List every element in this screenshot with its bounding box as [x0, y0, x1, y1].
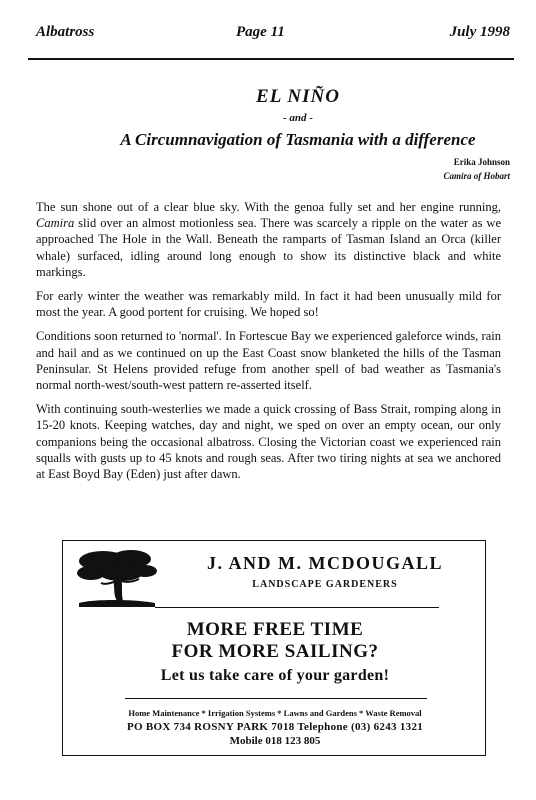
title-connector: - and -	[283, 112, 313, 124]
issue-date: July 1998	[449, 24, 510, 40]
header-rule	[28, 58, 514, 60]
slogan-line-3: Let us take care of your garden!	[160, 667, 390, 684]
boat-name-italic: Camira	[36, 216, 75, 231]
company-trade: LANDSCAPE GARDENERS	[252, 579, 398, 590]
publication-name: Albatross	[36, 24, 95, 40]
postal-address: PO BOX 734 ROSNY PARK 7018 Telephone (03) 6243 1321	[126, 721, 424, 733]
mobile-number: Mobile 018 123 805	[229, 735, 321, 747]
paragraph: For early winter the weather was remarkably mild. In fact it had been unusually mild for most the year. A good portent for cruising. We hoped so!	[36, 289, 501, 320]
company-name: J. AND M. MCDOUGALL	[207, 553, 443, 573]
paragraph: Conditions soon returned to 'normal'. In Fortescue Bay we experienced galeforce winds, rain and hail and as we continued on up the East Coast snow blanketed the hills of the Tasman Peninsular. St Helens provided refuge from another spell of bad weather as Tasmania's normal north-west/south-west pattern re-asserted itself.	[36, 329, 501, 393]
advertisement-box	[62, 540, 486, 756]
ad-divider	[155, 607, 439, 608]
boat-name: Camira of Hobart	[443, 171, 510, 181]
paragraph: The sun shone out of a clear blue sky. With the genoa fully set and her engine running, Camira slid over an almost motionless sea. There was scarcely a ripple on the water as we approached The Hole in the Wall. Beneath the ramparts of Tasman Island an Orca (killer whale) surfaced, idling around long enough to show its distinctive black and white markings.	[36, 200, 501, 279]
tree-icon	[73, 547, 159, 611]
article-title: EL NIÑO	[256, 86, 340, 107]
page-header	[36, 24, 510, 46]
article-subtitle: A Circumnavigation of Tasmania with a difference	[120, 130, 476, 149]
page-number: Page 11	[236, 24, 285, 40]
ad-divider	[125, 698, 427, 699]
author-name: Erika Johnson	[453, 157, 510, 167]
slogan-line-2: FOR MORE SAILING?	[171, 641, 379, 662]
article-body	[36, 199, 501, 490]
services-list: Home Maintenance * Irrigation Systems * Lawns and Gardens * Waste Removal	[128, 708, 422, 718]
slogan-line-1: MORE FREE TIME	[186, 619, 364, 640]
paragraph: With continuing south-westerlies we made a quick crossing of Bass Strait, romping along in 15-20 knots. Keeping watches, day and night, we sped on over an empty ocean, our only companions being the occasional albatross. Closing the Victorian coast we experienced rain squalls with gusts up to 45 knots and rough seas. After two tiring nights at sea we anchored at East Boyd Bay (Eden) just after dawn.	[36, 402, 501, 482]
